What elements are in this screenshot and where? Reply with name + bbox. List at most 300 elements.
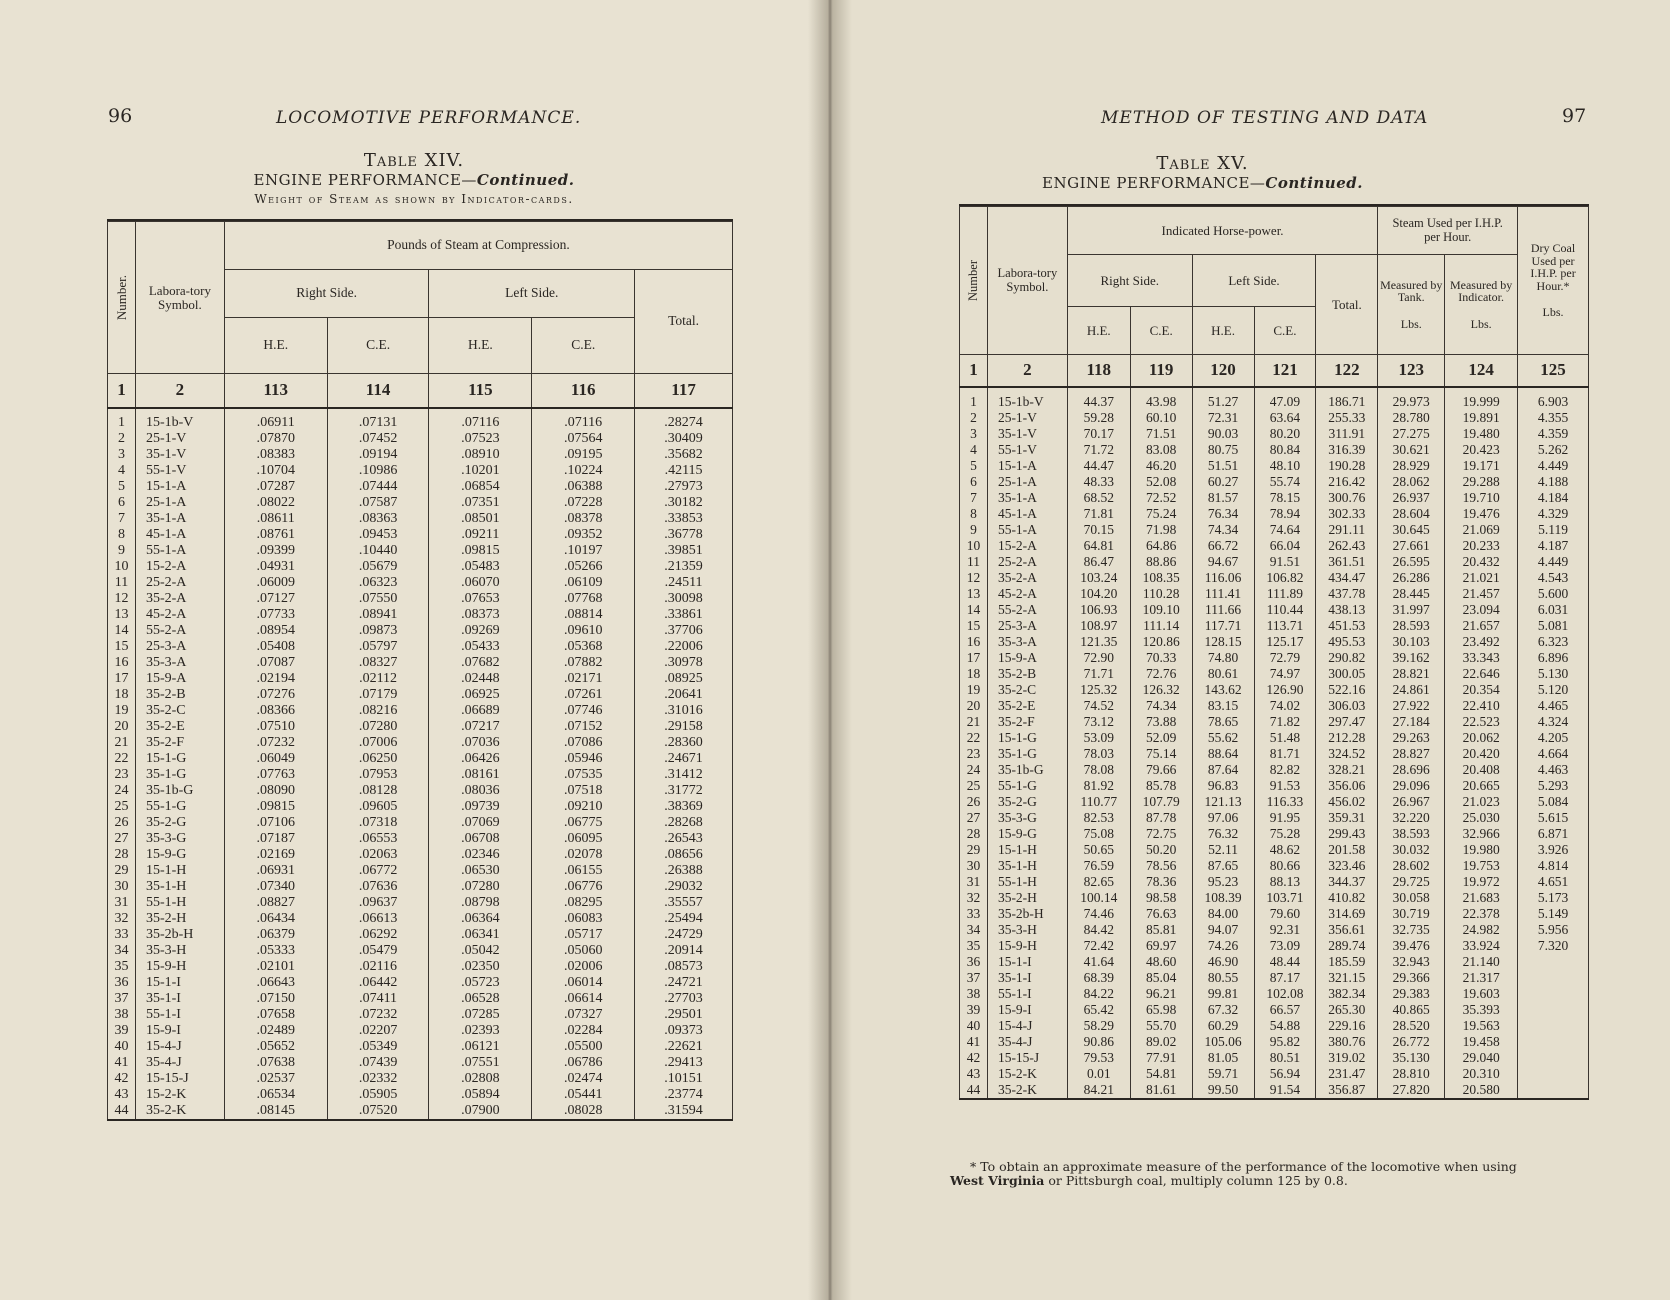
value-cell (1518, 1050, 1589, 1066)
row-number: 34 (960, 922, 988, 938)
value-cell: 26.937 (1378, 490, 1445, 506)
value-cell: 22.410 (1445, 698, 1518, 714)
value-cell: .05483 (429, 559, 532, 575)
value-cell: .07127 (224, 591, 327, 607)
value-cell: .08941 (327, 607, 429, 623)
column-number: 125 (1518, 355, 1589, 387)
value-cell: 19.999 (1445, 387, 1518, 410)
value-cell: 84.00 (1192, 906, 1254, 922)
value-cell: 32.966 (1445, 826, 1518, 842)
value-cell: 48.33 (1067, 474, 1130, 490)
value-cell: .09195 (532, 447, 635, 463)
table-row (108, 831, 733, 847)
value-cell: .06614 (532, 991, 635, 1007)
table-row (108, 943, 733, 959)
lab-symbol: 15-9-A (135, 671, 224, 687)
value-cell: .06931 (224, 863, 327, 879)
row-number: 10 (960, 538, 988, 554)
value-cell: .07261 (532, 687, 635, 703)
lab-symbol: 45-1-A (135, 527, 224, 543)
lab-symbol: 55-1-A (135, 543, 224, 559)
table-row (108, 623, 733, 639)
value-cell: 74.97 (1254, 666, 1316, 682)
value-cell: .06786 (532, 1055, 635, 1071)
value-cell: 29.263 (1378, 730, 1445, 746)
lab-symbol: 35-2-G (987, 794, 1067, 810)
table-row (108, 607, 733, 623)
value-cell: 29.288 (1445, 474, 1518, 490)
value-cell: 82.82 (1254, 762, 1316, 778)
value-cell: .02194 (224, 671, 327, 687)
value-cell: .10986 (327, 463, 429, 479)
row-number: 42 (960, 1050, 988, 1066)
value-cell: .07187 (224, 831, 327, 847)
value-cell: 72.79 (1254, 650, 1316, 666)
header-left-he: H.E. (1192, 307, 1254, 355)
row-number: 27 (108, 831, 136, 847)
value-cell: .07116 (532, 408, 635, 431)
value-cell: 321.15 (1316, 970, 1378, 986)
value-cell: 26.967 (1378, 794, 1445, 810)
value-cell: 80.61 (1192, 666, 1254, 682)
value-cell: 7.320 (1518, 938, 1589, 954)
lab-symbol: 35-2b-H (135, 927, 224, 943)
value-cell: 20.665 (1445, 778, 1518, 794)
value-cell: 5.120 (1518, 682, 1589, 698)
value-cell: 91.51 (1254, 554, 1316, 570)
value-cell: 70.15 (1067, 522, 1130, 538)
value-cell: 231.47 (1316, 1066, 1378, 1082)
running-head-right: METHOD OF TESTING AND DATA (1101, 108, 1429, 128)
value-cell: .33861 (635, 607, 733, 623)
value-cell: 53.09 (1067, 730, 1130, 746)
value-cell: .02332 (327, 1071, 429, 1087)
value-cell: .05723 (429, 975, 532, 991)
row-number: 2 (960, 410, 988, 426)
value-cell: .02101 (224, 959, 327, 975)
table-row (960, 874, 1589, 890)
value-cell: .07746 (532, 703, 635, 719)
column-number: 120 (1192, 355, 1254, 387)
lab-symbol: 35-4-J (987, 1034, 1067, 1050)
value-cell: .10197 (532, 543, 635, 559)
value-cell: .06323 (327, 575, 429, 591)
value-cell: 27.184 (1378, 714, 1445, 730)
value-cell: .08925 (635, 671, 733, 687)
row-number: 26 (108, 815, 136, 831)
value-cell: .09211 (429, 527, 532, 543)
value-cell: .09605 (327, 799, 429, 815)
header-right-ce: C.E. (1130, 307, 1192, 355)
value-cell: 55.70 (1130, 1018, 1192, 1034)
value-cell: 76.59 (1067, 858, 1130, 874)
value-cell: 125.32 (1067, 682, 1130, 698)
value-cell: 39.162 (1378, 650, 1445, 666)
lab-symbol: 35-2-C (987, 682, 1067, 698)
value-cell: 4.465 (1518, 698, 1589, 714)
value-cell: 128.15 (1192, 634, 1254, 650)
value-cell: .07411 (327, 991, 429, 1007)
header-left-he: H.E. (429, 318, 532, 374)
value-cell: 126.90 (1254, 682, 1316, 698)
lab-symbol: 35-2-E (135, 719, 224, 735)
table-row (960, 442, 1589, 458)
value-cell: .05797 (327, 639, 429, 655)
value-cell: .02112 (327, 671, 429, 687)
value-cell: .02207 (327, 1023, 429, 1039)
value-cell: .09739 (429, 799, 532, 815)
value-cell: .06530 (429, 863, 532, 879)
value-cell: 116.33 (1254, 794, 1316, 810)
left-page (0, 0, 830, 1300)
header-measured-indicator: Measured by Indicator. Lbs. (1445, 255, 1518, 355)
value-cell: 90.86 (1067, 1034, 1130, 1050)
value-cell: .08814 (532, 607, 635, 623)
value-cell: 120.86 (1130, 634, 1192, 650)
value-cell: .10151 (635, 1071, 733, 1087)
value-cell: 74.26 (1192, 938, 1254, 954)
value-cell: 96.21 (1130, 986, 1192, 1002)
value-cell: .07763 (224, 767, 327, 783)
value-cell: 0.01 (1067, 1066, 1130, 1082)
lab-symbol: 15-1-I (135, 975, 224, 991)
value-cell: 311.91 (1316, 426, 1378, 442)
table-xv-caption (890, 153, 1515, 192)
value-cell: 27.922 (1378, 698, 1445, 714)
value-cell: 52.11 (1192, 842, 1254, 858)
row-number: 33 (108, 927, 136, 943)
value-cell: 109.10 (1130, 602, 1192, 618)
value-cell: 29.725 (1378, 874, 1445, 890)
row-number: 21 (108, 735, 136, 751)
value-cell: .07439 (327, 1055, 429, 1071)
lab-symbol: 45-1-A (987, 506, 1067, 522)
value-cell: 95.82 (1254, 1034, 1316, 1050)
value-cell: .30409 (635, 431, 733, 447)
lab-symbol: 15-9-H (987, 938, 1067, 954)
value-cell: 100.14 (1067, 890, 1130, 906)
value-cell: 79.60 (1254, 906, 1316, 922)
value-cell: .07564 (532, 431, 635, 447)
table-row (960, 906, 1589, 922)
value-cell: 30.103 (1378, 634, 1445, 650)
value-cell: 74.34 (1192, 522, 1254, 538)
table-row (108, 799, 733, 815)
value-cell: 522.16 (1316, 682, 1378, 698)
table-row (108, 408, 733, 431)
row-number: 14 (108, 623, 136, 639)
value-cell: 110.77 (1067, 794, 1130, 810)
lab-symbol: 55-1-G (987, 778, 1067, 794)
value-cell: 70.33 (1130, 650, 1192, 666)
header-number: Number (960, 207, 988, 355)
table-row (960, 778, 1589, 794)
value-cell: 5.084 (1518, 794, 1589, 810)
header-lab-symbol: Labora-tory Symbol. (135, 222, 224, 374)
value-cell: .08827 (224, 895, 327, 911)
value-cell: 32.220 (1378, 810, 1445, 826)
value-cell: 19.891 (1445, 410, 1518, 426)
lab-symbol: 35-3-A (135, 655, 224, 671)
lab-symbol: 35-2-G (135, 815, 224, 831)
value-cell: 60.10 (1130, 410, 1192, 426)
value-cell: 78.03 (1067, 746, 1130, 762)
value-cell: 44.47 (1067, 458, 1130, 474)
value-cell: 74.52 (1067, 698, 1130, 714)
row-number: 11 (108, 575, 136, 591)
value-cell: 28.821 (1378, 666, 1445, 682)
value-cell: 495.53 (1316, 634, 1378, 650)
value-cell: 20.233 (1445, 538, 1518, 554)
value-cell: .06925 (429, 687, 532, 703)
value-cell (1518, 954, 1589, 970)
value-cell: .05368 (532, 639, 635, 655)
value-cell: 64.86 (1130, 538, 1192, 554)
value-cell: 21.069 (1445, 522, 1518, 538)
value-cell: .30978 (635, 655, 733, 671)
value-cell: 4.651 (1518, 874, 1589, 890)
value-cell: 78.65 (1192, 714, 1254, 730)
lab-symbol: 15-1-I (987, 954, 1067, 970)
lab-symbol: 35-3-G (135, 831, 224, 847)
value-cell: .08216 (327, 703, 429, 719)
value-cell: .26388 (635, 863, 733, 879)
lab-symbol: 25-1-A (135, 495, 224, 511)
row-number: 44 (108, 1103, 136, 1119)
table-row (960, 634, 1589, 650)
table-row (960, 458, 1589, 474)
table-row (960, 1066, 1589, 1082)
lab-symbol: 15-4-J (987, 1018, 1067, 1034)
row-number: 34 (108, 943, 136, 959)
value-cell: 21.023 (1445, 794, 1518, 810)
value-cell: .05266 (532, 559, 635, 575)
value-cell: 4.324 (1518, 714, 1589, 730)
row-number: 38 (108, 1007, 136, 1023)
value-cell: .09210 (532, 799, 635, 815)
row-number: 35 (108, 959, 136, 975)
column-number: 1 (960, 355, 988, 387)
row-number: 8 (108, 527, 136, 543)
row-number: 32 (108, 911, 136, 927)
value-cell: .07351 (429, 495, 532, 511)
value-cell: .27973 (635, 479, 733, 495)
header-right-side: Right Side. (224, 270, 429, 318)
value-cell: .10201 (429, 463, 532, 479)
value-cell: 54.81 (1130, 1066, 1192, 1082)
value-cell: .06095 (532, 831, 635, 847)
value-cell: 28.929 (1378, 458, 1445, 474)
value-cell: .07106 (224, 815, 327, 831)
table-row (108, 1007, 733, 1023)
table-row (108, 735, 733, 751)
value-cell: 5.956 (1518, 922, 1589, 938)
value-cell: 185.59 (1316, 954, 1378, 970)
table-row (108, 975, 733, 991)
value-cell: .08128 (327, 783, 429, 799)
value-cell: 90.03 (1192, 426, 1254, 442)
value-cell: 456.02 (1316, 794, 1378, 810)
row-number: 9 (960, 522, 988, 538)
value-cell: 5.130 (1518, 666, 1589, 682)
value-cell: .20914 (635, 943, 733, 959)
value-cell: .06553 (327, 831, 429, 847)
value-cell: 108.35 (1130, 570, 1192, 586)
value-cell: 72.31 (1192, 410, 1254, 426)
value-cell: 30.032 (1378, 842, 1445, 858)
value-cell: .08373 (429, 607, 532, 623)
value-cell: 5.615 (1518, 810, 1589, 826)
column-number: 117 (635, 374, 733, 408)
value-cell: .07510 (224, 719, 327, 735)
value-cell: .09453 (327, 527, 429, 543)
value-cell: .09873 (327, 623, 429, 639)
value-cell: .10704 (224, 463, 327, 479)
value-cell: 359.31 (1316, 810, 1378, 826)
value-cell: 83.15 (1192, 698, 1254, 714)
value-cell: 4.664 (1518, 746, 1589, 762)
row-number: 14 (960, 602, 988, 618)
value-cell: .07882 (532, 655, 635, 671)
value-cell: 29.366 (1378, 970, 1445, 986)
value-cell: 30.719 (1378, 906, 1445, 922)
value-cell: .08090 (224, 783, 327, 799)
lab-symbol: 15-15-J (987, 1050, 1067, 1066)
value-cell: .09399 (224, 543, 327, 559)
value-cell (1518, 1002, 1589, 1018)
value-cell: 6.323 (1518, 634, 1589, 650)
row-number: 11 (960, 554, 988, 570)
row-number: 29 (108, 863, 136, 879)
row-number: 7 (960, 490, 988, 506)
value-cell: .07733 (224, 607, 327, 623)
value-cell: 302.33 (1316, 506, 1378, 522)
lab-symbol: 55-1-G (135, 799, 224, 815)
value-cell: 52.08 (1130, 474, 1192, 490)
table-row (108, 767, 733, 783)
value-cell: .30098 (635, 591, 733, 607)
table-row (108, 959, 733, 975)
lab-symbol: 25-3-A (135, 639, 224, 655)
value-cell: 51.51 (1192, 458, 1254, 474)
table-row (960, 890, 1589, 906)
value-cell: 201.58 (1316, 842, 1378, 858)
value-cell: 48.44 (1254, 954, 1316, 970)
value-cell: .10224 (532, 463, 635, 479)
value-cell: 65.98 (1130, 1002, 1192, 1018)
row-number: 44 (960, 1082, 988, 1098)
lab-symbol: 35-1-A (987, 490, 1067, 506)
value-cell: 5.600 (1518, 586, 1589, 602)
row-number: 36 (960, 954, 988, 970)
value-cell: 6.031 (1518, 602, 1589, 618)
value-cell: 22.378 (1445, 906, 1518, 922)
value-cell: 55.62 (1192, 730, 1254, 746)
value-cell: 291.11 (1316, 522, 1378, 538)
value-cell: 451.53 (1316, 618, 1378, 634)
value-cell: .29158 (635, 719, 733, 735)
value-cell: .06341 (429, 927, 532, 943)
value-cell: 63.64 (1254, 410, 1316, 426)
table-row (960, 586, 1589, 602)
table-row (108, 719, 733, 735)
value-cell: .07653 (429, 591, 532, 607)
value-cell: .05042 (429, 943, 532, 959)
row-number: 43 (108, 1087, 136, 1103)
value-cell: 4.355 (1518, 410, 1589, 426)
value-cell: .07280 (327, 719, 429, 735)
value-cell: 265.30 (1316, 1002, 1378, 1018)
header-right-he: H.E. (224, 318, 327, 374)
lab-symbol: 15-1-G (135, 751, 224, 767)
value-cell: 85.04 (1130, 970, 1192, 986)
row-number: 13 (108, 607, 136, 623)
value-cell: 89.02 (1130, 1034, 1192, 1050)
value-cell: 65.42 (1067, 1002, 1130, 1018)
value-cell: 91.95 (1254, 810, 1316, 826)
value-cell: 28.445 (1378, 586, 1445, 602)
row-number: 32 (960, 890, 988, 906)
header-measured-tank: Measured by Tank. Lbs. (1378, 255, 1445, 355)
value-cell: 255.33 (1316, 410, 1378, 426)
value-cell: 72.52 (1130, 490, 1192, 506)
value-cell: .08378 (532, 511, 635, 527)
value-cell: 29.383 (1378, 986, 1445, 1002)
value-cell: 48.10 (1254, 458, 1316, 474)
value-cell: 68.39 (1067, 970, 1130, 986)
value-cell: 80.55 (1192, 970, 1254, 986)
value-cell: 80.20 (1254, 426, 1316, 442)
value-cell: 71.98 (1130, 522, 1192, 538)
value-cell: .06250 (327, 751, 429, 767)
header-left-ce: C.E. (532, 318, 635, 374)
lab-symbol: 35-2-A (987, 570, 1067, 586)
row-number: 15 (960, 618, 988, 634)
row-number: 3 (108, 447, 136, 463)
row-number: 39 (960, 1002, 988, 1018)
row-number: 29 (960, 842, 988, 858)
value-cell: .02393 (429, 1023, 532, 1039)
table-subtitle: ENGINE PERFORMANCE—Continued. (253, 171, 575, 189)
value-cell: 87.78 (1130, 810, 1192, 826)
row-number: 41 (108, 1055, 136, 1071)
value-cell: 110.44 (1254, 602, 1316, 618)
row-number: 4 (960, 442, 988, 458)
value-cell: 328.21 (1316, 762, 1378, 778)
table-row (960, 954, 1589, 970)
value-cell: .06854 (429, 479, 532, 495)
lab-symbol: 15-2-K (987, 1066, 1067, 1082)
value-cell: .06426 (429, 751, 532, 767)
value-cell: 300.76 (1316, 490, 1378, 506)
column-number: 116 (532, 374, 635, 408)
lab-symbol: 15-4-J (135, 1039, 224, 1055)
value-cell: 28.810 (1378, 1066, 1445, 1082)
value-cell: 72.42 (1067, 938, 1130, 954)
value-cell: 77.91 (1130, 1050, 1192, 1066)
value-cell: 99.50 (1192, 1082, 1254, 1098)
row-number: 36 (108, 975, 136, 991)
value-cell: .09815 (429, 543, 532, 559)
value-cell: 26.286 (1378, 570, 1445, 586)
value-cell: .07444 (327, 479, 429, 495)
value-cell: .07087 (224, 655, 327, 671)
value-cell: 20.432 (1445, 554, 1518, 570)
row-number: 17 (108, 671, 136, 687)
value-cell: .36778 (635, 527, 733, 543)
value-cell: 72.90 (1067, 650, 1130, 666)
value-cell: 76.34 (1192, 506, 1254, 522)
